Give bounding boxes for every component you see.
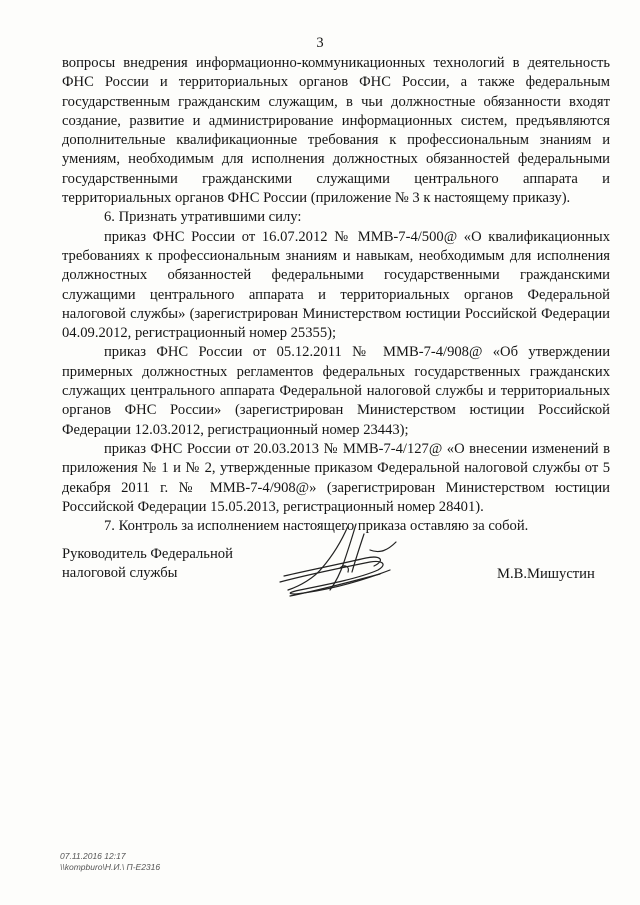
signatory-title (62, 545, 233, 583)
signatory-title-line1: Руководитель Федеральной (62, 546, 233, 562)
paragraph-item-7: 7. Контроль за исполнением настоящего приказа оставляю за собой. (104, 518, 529, 535)
paragraph-order-127: приказ ФНС России от 20.03.2013 № ММВ-7-4/127@ «О внесении изменений в приложения № 1 и № 2, утвержденные приказом Федеральной налоговой службы от 5 декабря 2011 г. № ММВ-7-4/908@» (зарегистрирован Министерством юстиции Российской Федерации 15.05.2013, регистрационный номер 28401). (62, 440, 610, 515)
paragraph-continuation: вопросы внедрения информационно-коммуникационных технологий в деятельность ФНС России и территориальных органов ФНС России, а также федеральным государственным гражданским служащим, в чьи должностные обязанности входят создание, развитие и администрирование информационных систем, предъявляются дополнительные квалификационные требования к профессиональным знаниям и умениям, необходимым для исполнения должностных обязанностей федеральными государственными гражданскими служащими центрального аппарата и территориальных органов ФНС России (приложение № 3 к настоящему приказу). (62, 55, 610, 207)
footer-stamp (60, 851, 160, 873)
handwritten-signature-icon (270, 520, 430, 600)
footer-timestamp: 07.11.2016 12:17 (60, 851, 126, 861)
paragraph-order-500: приказ ФНС России от 16.07.2012 № ММВ-7-4/500@ «О квалификационных требованиях к профессиональным знаниям и навыкам, необходимым для исполнения должностных обязанностей федеральными государственными гражданскими служащими центрального аппарата и территориальных органов Федеральной налоговой службы» (зарегистрирован Министерством юстиции Российской Федерации 04.09.2012, регистрационный номер 25355); (62, 228, 610, 342)
signatory-name: М.В.Мишустин (497, 566, 595, 582)
document-body (62, 54, 610, 536)
page-number: 3 (316, 35, 324, 51)
footer-file-path: \\kompburo\Н.И.\ П-Е2316 (60, 862, 161, 872)
paragraph-order-908: приказ ФНС России от 05.12.2011 № ММВ-7-4/908@ «Об утверждении примерных должностных регламентов федеральных государственных гражданских служащих центрального аппарата Федеральной налоговой службы и территориальных органов ФНС России» (зарегистрирован Министерством юстиции Российской Федерации 12.03.2012, регистрационный номер 23443); (62, 344, 610, 438)
signatory-title-line2: налоговой службы (62, 565, 178, 581)
paragraph-item-6: 6. Признать утратившими силу: (104, 209, 302, 226)
